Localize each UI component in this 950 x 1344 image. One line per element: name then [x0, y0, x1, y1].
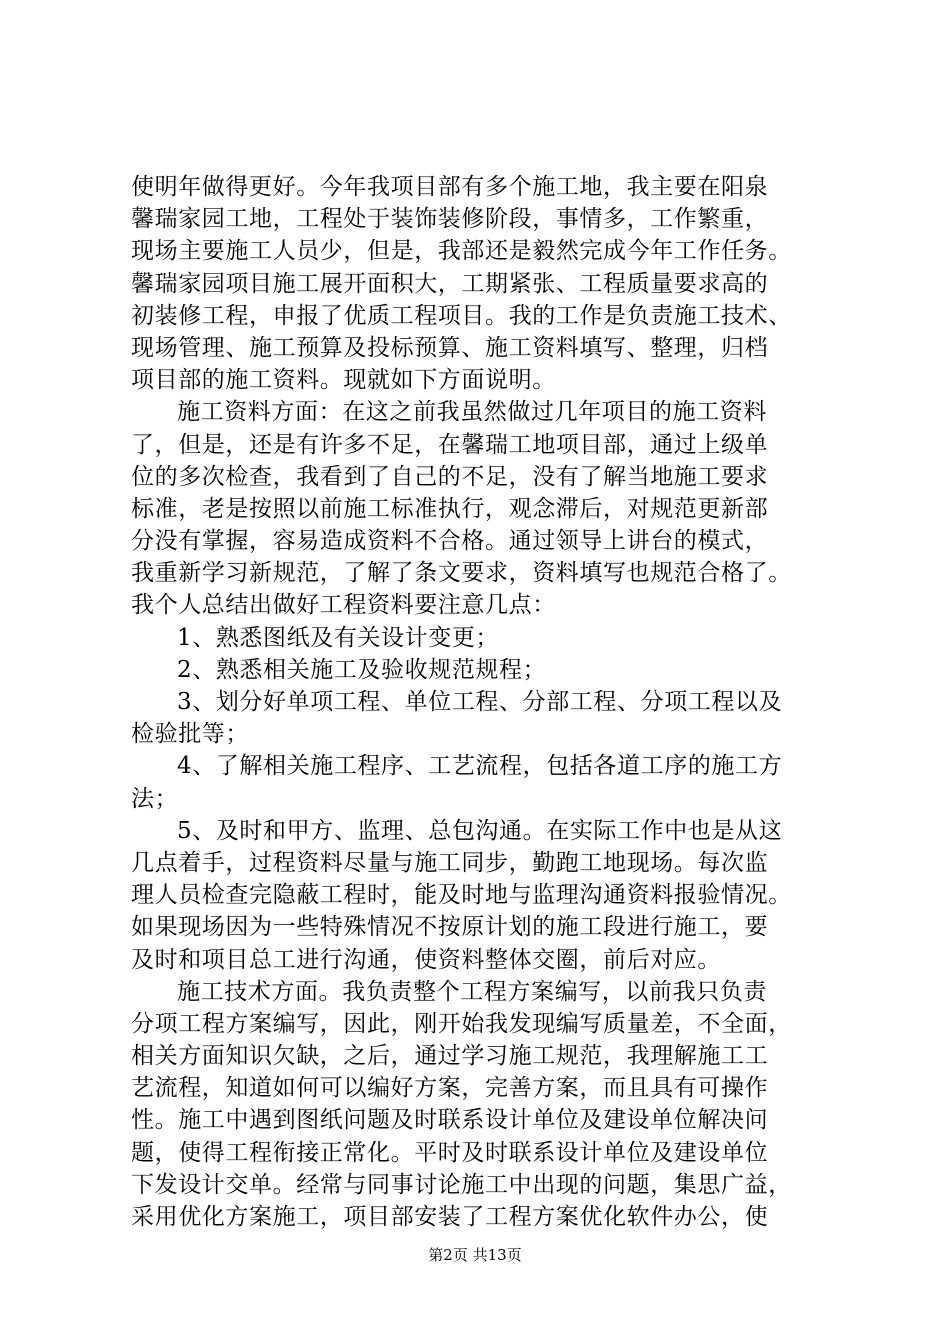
text-line: 题，使得工程衔接正常化。平时及时联系设计单位及建设单位	[131, 1139, 769, 1166]
text-line: 3、划分好单项工程、单位工程、分部工程、分项工程以及	[177, 689, 783, 715]
text-line: 初装修工程，申报了优质工程项目。我的工作是负责施工技术、	[131, 302, 792, 329]
text-line: 下发设计交单。经常与同事讨论施工中出现的问题，集思广益，	[131, 1171, 792, 1198]
text-line: 相关方面知识欠缺，之后，通过学习施工规范，我理解施工工	[131, 1043, 769, 1070]
paragraph	[131, 750, 831, 814]
text-line: 采用优化方案施工，项目部安装了工程方案优化软件办公，使	[131, 1204, 769, 1230]
text-line: 分没有掌握，容易造成资料不合格。通过领导上讲台的模式，	[131, 528, 769, 555]
text-line: 标准，老是按照以前施工标准执行，观念滞后，对规范更新部	[131, 495, 769, 522]
text-line: 使明年做得更好。今年我项目部有多个施工地，我主要在阳泉	[131, 174, 769, 200]
paragraph	[131, 622, 831, 654]
text-line: 几点着手，过程资料尽量与施工同步，勤跑工地现场。每次监	[131, 849, 769, 876]
text-line: 1、熟悉图纸及有关设计变更；	[177, 624, 500, 651]
text-line: 理人员检查完隐蔽工程时，能及时地与监理沟通资料报验情况。	[131, 882, 792, 909]
paragraph	[131, 976, 831, 1234]
page-footer: 第2页 共13页	[428, 1246, 522, 1264]
text-line: 现场主要施工人员少，但是，我部还是毅然完成今年工作任务。	[131, 238, 792, 265]
paragraph	[131, 686, 831, 750]
text-line: 及时和项目总工进行沟通，使资料整体交圈，前后对应。	[131, 946, 721, 973]
text-line: 我个人总结出做好工程资料要注意几点：	[131, 592, 556, 619]
text-line: 施工资料方面：在这之前我虽然做过几年项目的施工资料	[177, 399, 767, 426]
text-line: 位的多次检查，我看到了自己的不足，没有了解当地施工要求	[131, 463, 769, 490]
text-line: 施工技术方面。我负责整个工程方案编写，以前我只负责	[177, 978, 767, 1005]
text-line: 现场管理、施工预算及投标预算、施工资料填写、整理，归档	[131, 334, 769, 361]
paragraph	[131, 815, 831, 976]
text-line: 检验批等；	[131, 721, 249, 748]
document-body	[131, 171, 831, 1233]
text-line: 如果现场因为一些特殊情况不按原计划的施工段进行施工，要	[131, 914, 769, 941]
text-line: 馨瑞家园工地，工程处于装饰装修阶段，事情多，工作繁重，	[131, 206, 769, 233]
text-line: 艺流程，知道如何可以编好方案，完善方案，而且具有可操作	[131, 1075, 769, 1102]
text-line: 2、熟悉相关施工及验收规范规程；	[177, 656, 547, 683]
text-line: 项目部的施工资料。现就如下方面说明。	[131, 367, 556, 394]
text-line: 性。施工中遇到图纸问题及时联系设计单位及建设单位解决问	[131, 1107, 769, 1134]
text-line: 馨瑞家园项目施工展开面积大，工期紧张、工程质量要求高的	[131, 270, 769, 297]
paragraph	[131, 171, 831, 396]
text-line: 5、及时和甲方、监理、总包沟通。在实际工作中也是从这	[177, 817, 783, 844]
text-line: 4、了解相关施工程序、工艺流程，包括各道工序的施工方	[177, 753, 783, 780]
text-line: 分项工程方案编写，因此，刚开始我发现编写质量差，不全面，	[131, 1010, 792, 1037]
text-line: 我重新学习新规范，了解了条文要求，资料填写也规范合格了。	[131, 560, 792, 587]
paragraph	[131, 654, 831, 686]
text-line: 法；	[131, 785, 179, 812]
text-line: 了，但是，还是有许多不足，在馨瑞工地项目部，通过上级单	[131, 431, 769, 458]
paragraph	[131, 396, 831, 621]
